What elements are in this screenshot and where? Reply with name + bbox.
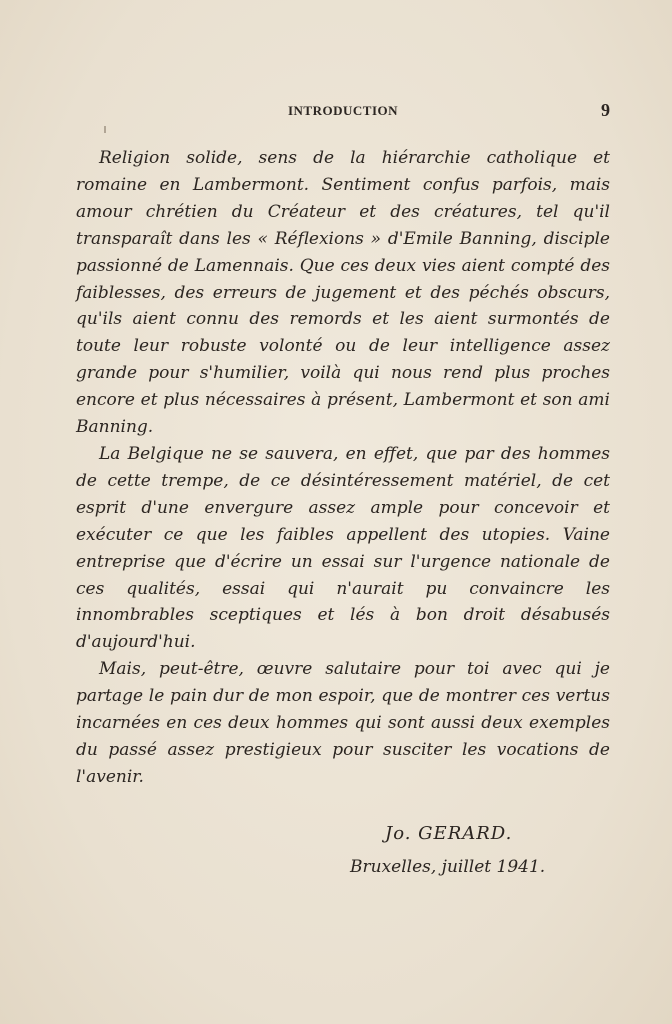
running-head [76,100,610,123]
running-title: INTRODUCTION [287,103,398,118]
body-text [76,145,610,791]
ink-speck [104,126,106,133]
author-signature: Jo. GERARD. [385,823,513,844]
paragraph-2: La Belgique ne se sauvera, en effet, que par des hommes de cette trempe, de ce désintéressement matériel, de cet esprit d'une envergure assez ample pour concevoir et exécuter ce que les faibles appellent des utopies. Vaine entreprise que d'écrire un essai sur l'urgence nationale de ces qualités, essai qui n'aurait pu convaincre les innombrables sceptiques et lés à bon droit désabusés d'aujourd'hui. [76,443,610,653]
paragraph-3: Mais, peut-être, œuvre salutaire pour toi avec qui je partage le pain dur de mon espoir, que de montrer ces vertus incarnées en ces deux hommes qui sont aussi deux exemples du passé assez prestigieux pour susciter les vocations de l'avenir. [76,659,610,787]
paragraph-1: Religion solide, sens de la hiérarchie catholique et romaine en Lambermont. Sentiment confus parfois, mais amour chrétien du Créateur et des créatures, tel qu'il transparaît dans les « Réflexions » d'Emile Banning, disciple passionné de Lamennais. Que ces deux vies aient compté des faiblesses, des erreurs de jugement et des péchés obscurs, qu'ils aient connu des remords et les aient surmontés de toute leur robuste volonté ou de leur intelligence assez grande pour s'humilier, voilà qui nous rend plus proches encore et plus nécessaires à présent, Lambermont et son ami Banning. [76,148,610,438]
place-date-line: Bruxelles, juillet 1941. [350,857,546,877]
page-number: 9 [601,100,610,120]
